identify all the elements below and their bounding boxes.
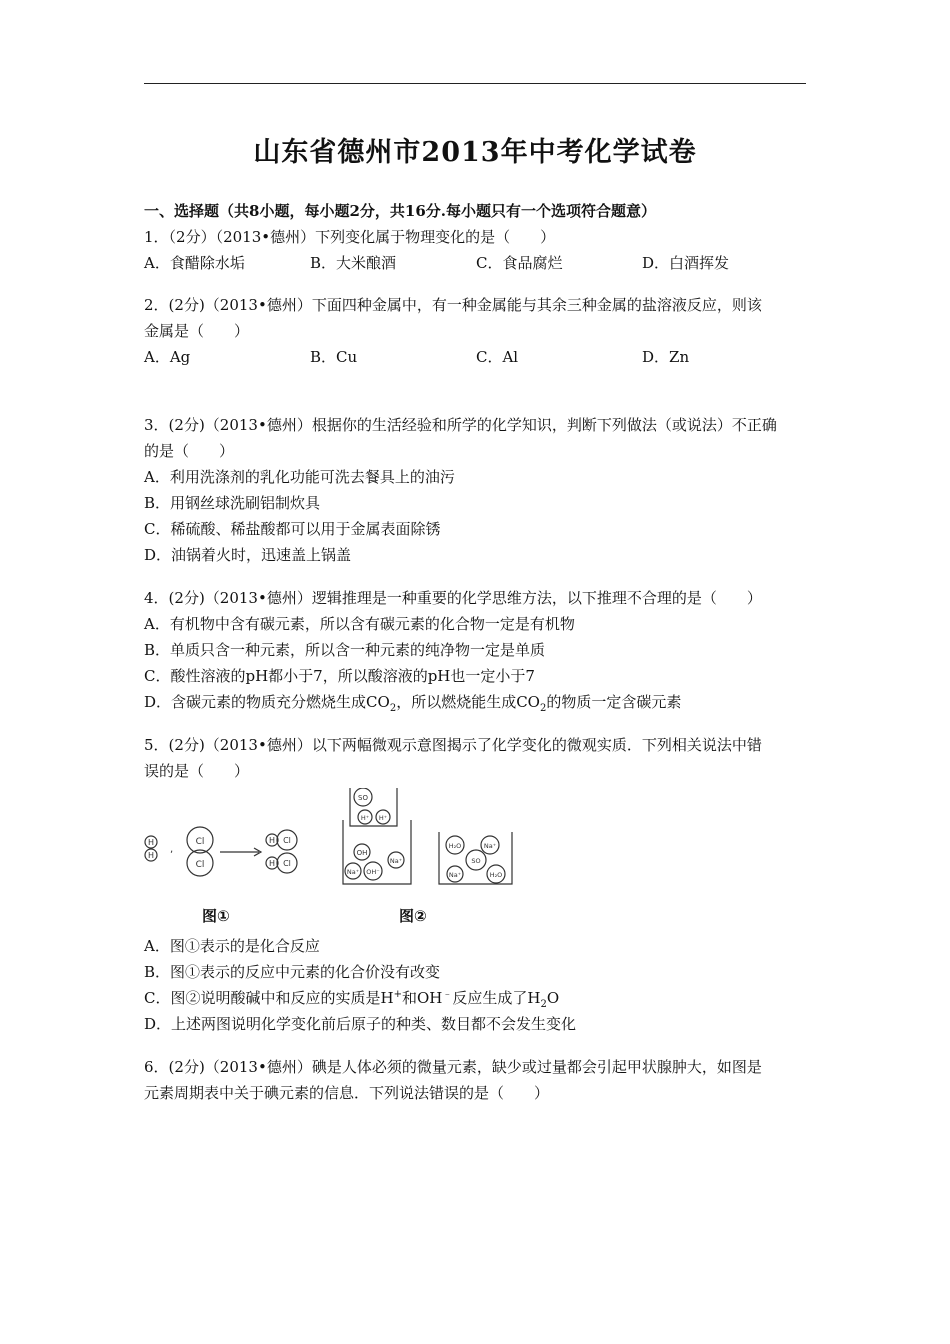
question-1-option-a[interactable]: A．食醋除水垢 [144,254,245,272]
question-1-options [144,250,808,276]
question-1-option-b[interactable]: B．大米酿酒 [310,254,397,272]
oh-ion-label: OH⁻ [366,868,380,876]
question-2 [144,292,808,370]
question-4-option-c[interactable]: C．酸性溶液的pH都小于7，所以酸溶液的pH也一定小于7 [144,667,535,685]
co2-subscript: 2 [539,703,547,714]
question-2-stem-line2: 金属是（ ） [144,322,250,340]
cl-atom-label: Cl [283,836,291,845]
question-4-option-d-part2: ，所以燃烧能生成CO [396,693,540,711]
reaction-arrow [220,848,261,856]
question-3-option-c[interactable]: C．稀硫酸、稀盐酸都可以用于金属表面除锈 [144,520,441,538]
h-atom-label: H [268,836,276,845]
question-5-option-c-part3: 反应生成了H [452,989,541,1007]
base-beaker [343,820,411,884]
na-ion-label: Na⁺ [448,871,462,879]
question-1-option-d[interactable]: D．白酒挥发 [642,254,730,272]
acid-dropper [350,788,397,826]
question-2-option-b[interactable]: B．Cu [310,348,358,366]
cl-atom-label: Cl [195,860,205,870]
section-heading: 一、选择题（共8小题，每小题2分，共16分.每小题只有一个选项符合题意） [144,202,656,220]
h-ion-label: H⁺ [360,814,370,822]
h-atom-label: H [268,859,276,868]
question-4-option-b[interactable]: B．单质只含一种元素，所以含一种元素的纯净物一定是单质 [144,641,546,659]
h-ion-superscript: + [393,989,402,1000]
question-5-option-c-part2: 和OH [401,989,443,1007]
question-2-option-a[interactable]: A．Ag [144,348,191,366]
question-5 [144,732,808,1037]
question-4-option-d-part1: D．含碳元素的物质充分燃烧生成CO [144,693,390,711]
exam-body [144,198,808,1106]
header-rule [144,83,806,84]
question-3-stem-line2: 的是（ ） [144,442,235,460]
figure-2-label: 图② [399,907,427,925]
question-4-option-a[interactable]: A．有机物中含有碳元素，所以含有碳元素的化合物一定是有机物 [144,615,575,633]
na-ion-label: Na⁺ [346,868,360,876]
question-5-option-b[interactable]: B．图①表示的反应中元素的化合价没有改变 [144,963,441,981]
sulfate-ion-label: SO [358,794,368,802]
question-5-option-a[interactable]: A．图①表示的是化合反应 [144,937,320,955]
question-6 [144,1054,808,1106]
cl-atom-label: Cl [283,859,291,868]
question-4-stem: 4．(2分)（2013•德州）逻辑推理是一种重要的化学思维方法，以下推理不合理的是（ ） [144,589,762,607]
question-2-options [144,344,808,370]
micro-diagram-svg [144,788,524,906]
question-5-option-c[interactable] [144,985,808,1011]
question-1-option-c[interactable]: C．食品腐烂 [476,254,563,272]
question-6-stem-line1: 6．(2分)（2013•德州）碘是人体必须的微量元素，缺少或过量都会引起甲状腺肿大，如图是 [144,1058,762,1076]
question-2-option-d[interactable]: D．Zn [642,348,690,366]
h-atom-label: H [147,851,155,860]
co2-subscript: 2 [389,703,397,714]
question-5-option-c-part1: C．图②说明酸碱中和反应的实质是H [144,989,394,1007]
water-label: H₂O [448,842,462,850]
question-5-option-d[interactable]: D．上述两图说明化学变化前后原子的种类、数目都不会发生变化 [144,1015,577,1033]
question-6-stem-line2: 元素周期表中关于碘元素的信息．下列说法错误的是（ ） [144,1084,550,1102]
cl2-molecule [187,827,213,876]
water-label: H₂O [489,871,503,879]
h-atom-label: H [147,838,155,847]
cl-atom-label: Cl [195,837,205,847]
question-2-option-c[interactable]: C．Al [476,348,519,366]
question-3-option-b[interactable]: B．用钢丝球洗刷铝制炊具 [144,494,321,512]
h2-molecule [145,836,157,861]
question-3-option-d[interactable]: D．油锅着火时，迅速盖上锅盖 [144,546,352,564]
question-3 [144,412,808,568]
figure-1-label: 图① [202,907,230,925]
oh-ion-superscript: ﹣ [442,989,453,1000]
comma-separator: , [170,844,174,855]
question-4-option-d[interactable] [144,689,808,715]
h-ion-label: H⁺ [378,814,388,822]
na-ion-label: Na⁺ [483,842,497,850]
question-5-option-c-part4: O [546,989,560,1007]
product-beaker [439,832,512,884]
question-2-stem-line1: 2．(2分)（2013•德州）下面四种金属中，有一种金属能与其余三种金属的盐溶液反应，则该 [144,296,762,314]
micro-diagram [144,788,808,931]
na-ion-label: Na⁺ [389,857,403,865]
page-title: 山东省德州市2013年中考化学试卷 [253,137,697,168]
question-1-stem: 1．（2分）（2013•德州）下列变化属于物理变化的是（ ） [144,228,556,246]
question-4 [144,585,808,715]
question-5-stem-line1: 5．(2分)（2013•德州）以下两幅微观示意图揭示了化学变化的微观实质．下列相关说法中错 [144,736,762,754]
question-3-stem-line1: 3．(2分)（2013•德州）根据你的生活经验和所学的化学知识，判断下列做法（或说法）不正确 [144,416,777,434]
question-5-stem-line2: 误的是（ ） [144,762,250,780]
water-subscript: 2 [540,999,547,1010]
question-3-option-a[interactable]: A．利用洗涤剂的乳化功能可洗去餐具上的油污 [144,468,455,486]
hcl-molecules [266,830,297,873]
oh-label: OH [356,849,368,857]
question-4-option-d-part3: 的物质一定含碳元素 [546,693,682,711]
question-1 [144,224,808,276]
sulfate-ion-label: SO [471,857,481,865]
